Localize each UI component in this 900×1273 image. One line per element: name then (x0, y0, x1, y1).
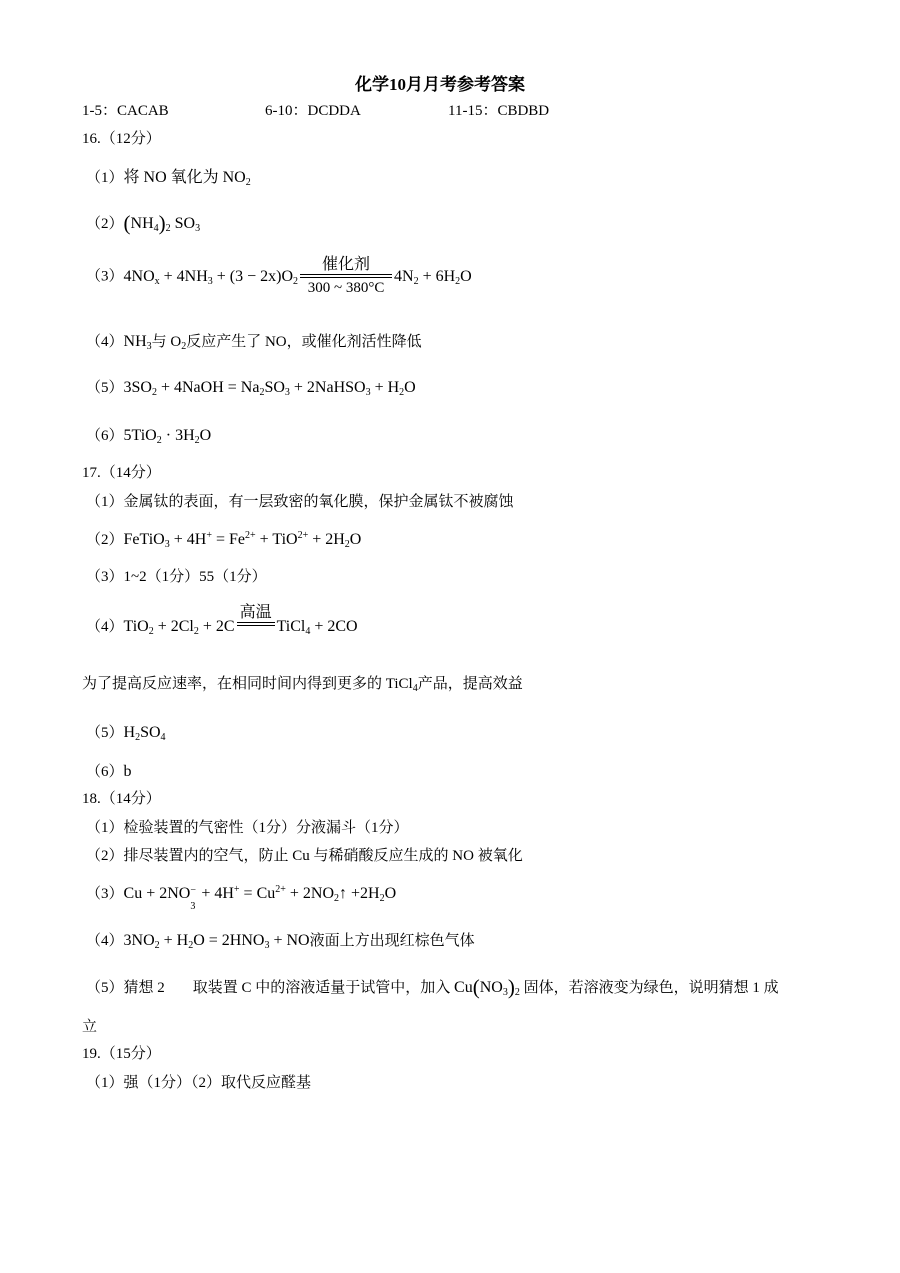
q18-answer-3: （3）Cu + 2NO − 3 + $4H^+ = Cu^{2+}$ + $2NO_2↑ +2H_2O$ (86, 884, 397, 912)
mc-answers-1-5: 1-5：CACAB (82, 103, 169, 119)
q17-answer-5: $(5)H_2SO_4$ (86, 724, 166, 743)
q17-answer-2: （2）FeTiO$_3$ + $4H^+ = Fe^{2+} + TiO^{2+} + 2H_2O$ (86, 530, 362, 550)
q17-heading: 17.（14分） (82, 465, 161, 481)
q18-answer-5-continued: 立 (82, 1019, 98, 1035)
q16-answer-1: （1）将 NO 氧化为 $NO_2$ (86, 169, 251, 188)
q18-answer-5: （5）猜想 2 取装置 C 中的溶液适量于试管中，加入 $Cu(NO_3)_2$ 固体，若溶液变为绿色，说明猜想 1 成 (86, 975, 779, 999)
q19-heading: 19.（15分） (82, 1046, 161, 1062)
q18-heading: 18.（14分） (82, 791, 161, 807)
q16-heading: 16.（12分） (82, 131, 161, 147)
reaction-condition: 高温 (237, 604, 275, 635)
q17-answer-1: （1）金属钛的表面，有一层致密的氧化膜，保护金属钛不被腐蚀 (86, 494, 514, 510)
page-title: 化学10月月考参考答案 (355, 75, 525, 94)
q18-answer-2: （2）排尽装置内的空气，防止 Cu 与稀硝酸反应生成的 NO 被氧化 (86, 848, 523, 864)
q16-answer-4: $(4)NH_3$与 $O_2$反应产生了 NO，或催化剂活性降低 (86, 333, 422, 352)
reaction-condition: 催化剂 300 ~ 380°C (300, 256, 392, 298)
q16-answer-2: $(2)(NH_4)_2$ $SO_3$ (86, 211, 201, 235)
q18-answer-1: （1）检验装置的气密性（1分）分液漏斗（1分） (86, 820, 409, 836)
q17-answer-3: （3）1~2（1分）55（1分） (86, 569, 267, 585)
mc-answers-11-15: 11-15：CBDBD (448, 103, 550, 119)
q17-answer-6: （6）b (86, 763, 132, 780)
q16-answer-5: $(5)3SO_2$ + 4NaOH = $Na_2SO_3$ + 2NaHSO$_3$ + $H_2O$ (86, 379, 416, 398)
mc-answers-6-10: 6-10：DCDDA (265, 103, 361, 119)
q16-answer-3: $(3)4NO_x + 4NH_3 + (3 - 2x)O_2$ 催化剂 300 ~ 380°C $4N_2 + 6H_2O$ (86, 256, 472, 296)
q19-answer-1: （1）强（1分）（2）取代反应醛基 (86, 1075, 312, 1091)
q16-answer-6: $(6)5TiO_2 \cdot 3H_2O$ (86, 427, 212, 446)
q17-note: 为了提高反应速率，在相同时间内得到更多的 TiCl$_4$产品，提高效益 (82, 676, 523, 694)
q17-answer-4: $(4)TiO_2 + 2Cl_2 + 2C$ 高温 TiCl$_4$ + 2CO (86, 604, 358, 637)
q18-answer-4: $(4)3NO_2 + H_2O = 2HNO_3$ + NO液面上方出现红棕色气体 (86, 932, 475, 951)
